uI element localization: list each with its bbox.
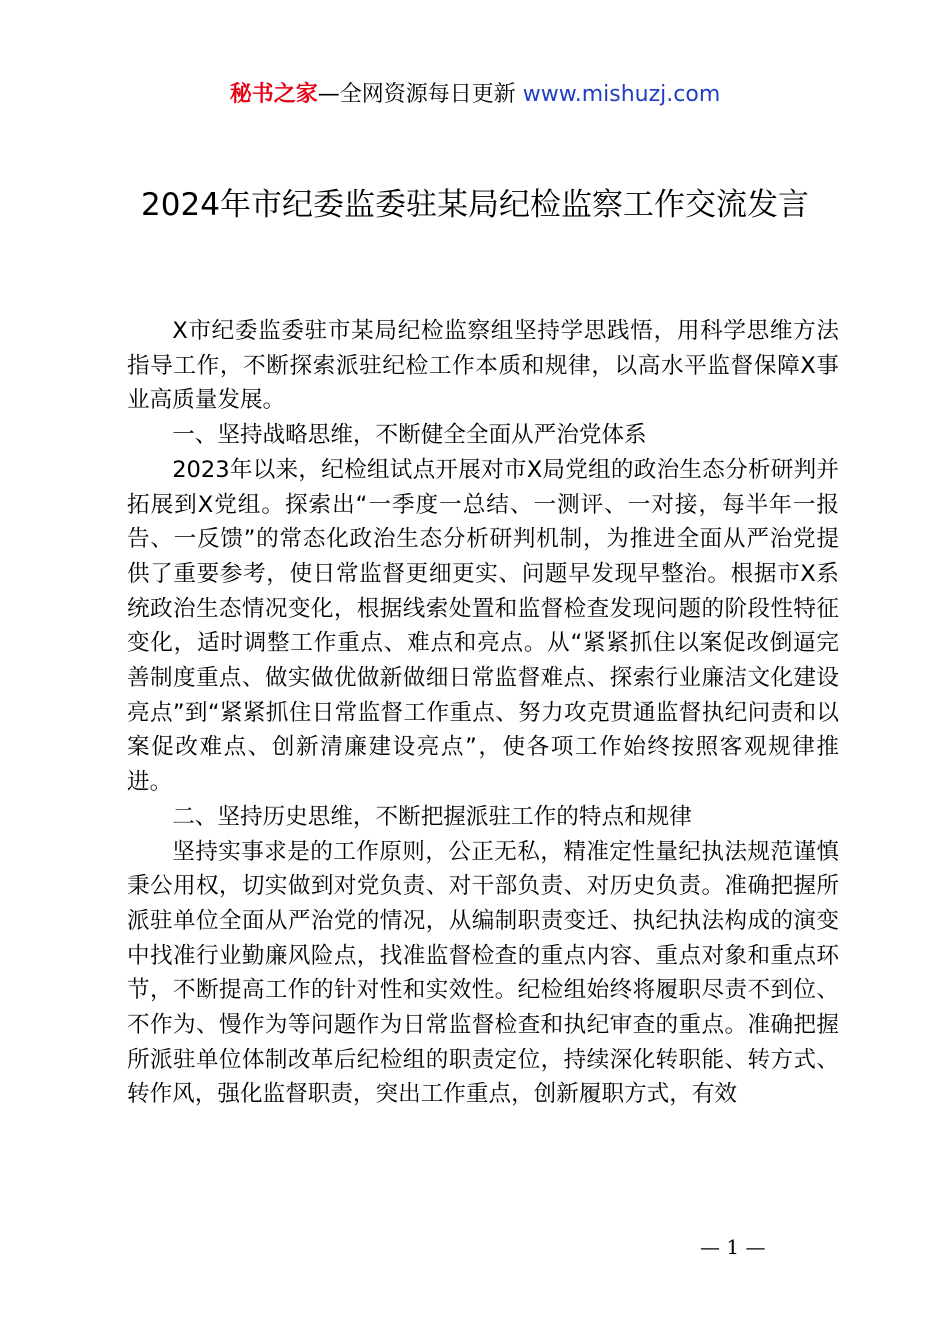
- section-heading-2: 二、坚持历史思维，不断把握派驻工作的特点和规律: [172, 803, 692, 830]
- page-number: — 1 —: [700, 1235, 766, 1259]
- document-body: [127, 314, 839, 1112]
- body-paragraph: 2023年以来，纪检组试点开展对市X局党组的政治生态分析研判并拓展到X党组。探索出“一季度一总结、一测评、一对接，每半年一报告、一反馈”的常态化政治生态分析研判机制，为推进全面从严治党提供了重要参考，使日常监督更细更实、问题早发现早整治。根据市X系统政治生态情况变化，根据线索处置和监督检查发现问题的阶段性特征变化，适时调整工作重点、难点和亮点。从“紧紧抓住以案促改倒逼完善制度重点、做实做优做新做细日常监督难点、探索行业廉洁文化建设亮点”到“紧紧抓住日常监督工作重点、努力攻克贯通监督执纪问责和以案促改难点、创新清廉建设亮点”，使各项工作始终按照客观规律推进。: [127, 456, 839, 796]
- body-paragraph: 坚持实事求是的工作原则，公正无私，精准定性量纪执法规范谨慎秉公用权，切实做到对党负责、对干部负责、对历史负责。准确把握所派驻单位全面从严治党的情况，从编制职责变迁、执纪执法构成的演变中找准行业勤廉风险点，找准监督检查的重点内容、重点对象和重点环节，不断提高工作的针对性和实效性。纪检组始终将履职尽责不到位、不作为、慢作为等问题作为日常监督检查和执纪审查的重点。准确把握所派驻单位体制改革后纪检组的职责定位，持续深化转职能、转方式、转作风，强化监督职责，突出工作重点，创新履职方式，有效: [127, 838, 839, 1108]
- intro-paragraph: X市纪委监委驻市某局纪检监察组坚持学思践悟，用科学思维方法指导工作，不断探索派驻纪检工作本质和规律，以高水平监督保障X事业高质量发展。: [127, 318, 839, 414]
- section-heading-1: 一、坚持战略思维，不断健全全面从严治党体系: [172, 422, 647, 449]
- site-url-link[interactable]: www.mishuzj.com: [522, 82, 721, 107]
- site-header: [0, 80, 950, 110]
- site-brand: 秘书之家: [229, 82, 318, 107]
- site-tagline: —全网资源每日更新: [317, 82, 516, 107]
- document-title: 2024年市纪委监委驻某局纪检监察工作交流发言: [141, 187, 809, 223]
